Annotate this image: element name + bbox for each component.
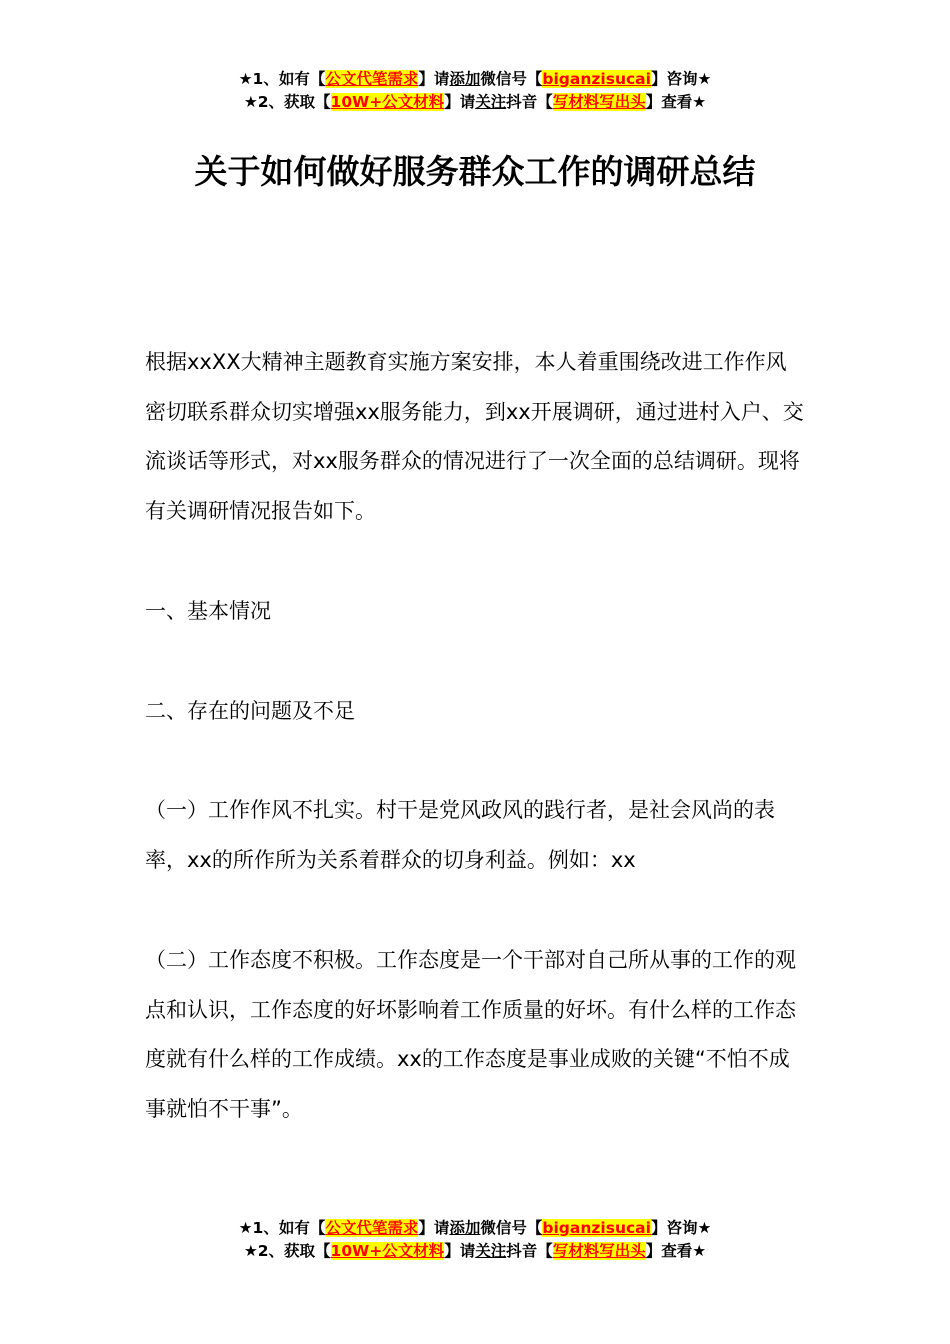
section-heading-problems: 二、存在的问题及不足 [145, 699, 355, 723]
promo-highlight: 公文代笔需求 [325, 1219, 419, 1237]
section-heading-basic: 一、基本情况 [145, 599, 271, 623]
problem-paragraph-1: （一）工作作风不扎实。村干是党风政风的践行者，是社会风尚的表率，xx的所作所为关系着群众的切身利益。例如：xx [145, 798, 775, 872]
promo-text: 微信号【 [480, 70, 543, 88]
document-title: 关于如何做好服务群众工作的调研总结 [194, 152, 756, 191]
promo-wechat-id: biganzisucai [542, 1219, 651, 1237]
promo-text: ★1、如有【 [238, 1219, 326, 1237]
problem-paragraph-2: （二）工作态度不积极。工作态度是一个干部对自己所从事的工作的观点和认识，工作态度的好坏影响着工作质量的好坏。有什么样的工作态度就有什么样的工作成绩。xx的工作态度是事业成败的关键“不怕不成事就怕不干事”。 [145, 948, 796, 1121]
promo-douyin-id: 写材料写出头 [552, 93, 646, 111]
promo-line-1 [0, 68, 950, 91]
promo-underlined: 添加 [449, 1219, 481, 1237]
promo-underlined: 关注 [475, 93, 507, 111]
promo-text: 】咨询★ [650, 70, 712, 88]
promo-text: 】请 [444, 1242, 476, 1260]
promo-underlined: 关注 [475, 1242, 507, 1260]
promo-text: 抖音【 [506, 93, 553, 111]
promo-text: 】咨询★ [650, 1219, 712, 1237]
promo-highlight: 10W+公文材料 [330, 1242, 445, 1260]
promo-text: 抖音【 [506, 1242, 553, 1260]
promo-text: 】请 [418, 1219, 450, 1237]
promo-line-1 [0, 1217, 950, 1240]
promo-highlight: 公文代笔需求 [325, 70, 419, 88]
promo-text: ★1、如有【 [238, 70, 326, 88]
promo-text: 】查看★ [645, 1242, 707, 1260]
promo-banner-bottom [0, 1217, 950, 1263]
promo-line-2 [0, 1240, 950, 1263]
promo-text: 】查看★ [645, 93, 707, 111]
intro-paragraph: 根据xxXX大精神主题教育实施方案安排，本人着重围绕改进工作作风密切联系群众切实增强xx服务能力，到xx开展调研，通过进村入户、交流谈话等形式，对xx服务群众的情况进行了一次全面的总结调研。现将有关调研情况报告如下。 [145, 350, 804, 523]
promo-highlight: 10W+公文材料 [330, 93, 445, 111]
promo-text: ★2、获取【 [243, 93, 331, 111]
promo-line-2 [0, 91, 950, 114]
promo-text: 】请 [444, 93, 476, 111]
promo-wechat-id: biganzisucai [542, 70, 651, 88]
promo-text: 微信号【 [480, 1219, 543, 1237]
promo-underlined: 添加 [449, 70, 481, 88]
promo-banner-top [0, 68, 950, 114]
promo-text: 】请 [418, 70, 450, 88]
promo-text: ★2、获取【 [243, 1242, 331, 1260]
promo-douyin-id: 写材料写出头 [552, 1242, 646, 1260]
